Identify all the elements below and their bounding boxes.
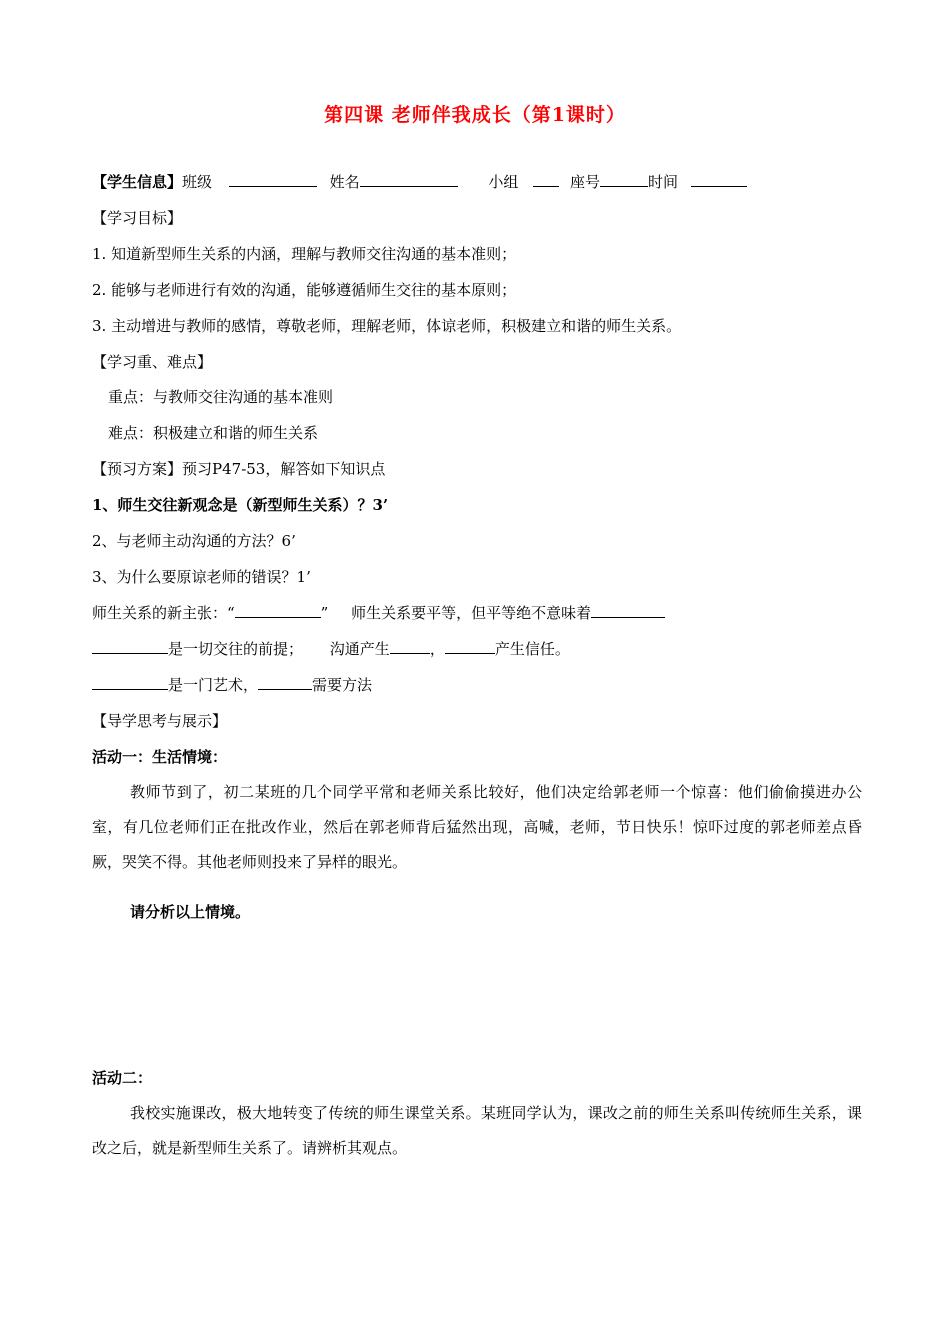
fill2-text-a: 是一切交往的前提； xyxy=(168,640,304,658)
fill-line-1 xyxy=(92,603,665,623)
goals-header: 【学习目标】 xyxy=(92,209,183,227)
seat-label: 座号 xyxy=(569,173,600,191)
preview-line xyxy=(92,459,385,479)
seat-blank[interactable] xyxy=(600,172,648,187)
goal-item: 2. 能够与老师进行有效的沟通，能够遵循师生交往的基本原则； xyxy=(92,281,517,299)
key-points-header: 【学习重、难点】 xyxy=(92,353,213,371)
activity-1-title: 活动一：生活情境： xyxy=(92,748,228,766)
class-blank[interactable] xyxy=(229,172,317,187)
activity-1-task: 请分析以上情境。 xyxy=(130,903,251,921)
activity-1-text: 教师节到了，初二某班的几个同学平常和老师关系比较好，他们决定给郭老师一个惊喜：他们偷偷摸进办公室，有几位老师们正在批改作业，然后在郭老师背后猛然出现，高喊，老师，节日快乐！惊吓过度的郭老师差点昏厥，哭笑不得。其他老师则投来了异样的眼光。 xyxy=(92,783,862,871)
student-info-line xyxy=(92,172,747,192)
fill-line-3 xyxy=(92,675,372,695)
key-point: 重点：与教师交往沟通的基本准则 xyxy=(108,388,334,406)
fill3-text-b: 需要方法 xyxy=(312,676,373,694)
fill1-text-a: 师生关系的新主张：“ xyxy=(92,604,235,622)
preview-question-2: 2、与老师主动沟通的方法？6’ xyxy=(92,532,296,550)
preview-question-3: 3、为什么要原谅老师的错误？1’ xyxy=(92,568,311,586)
goal-item: 3. 主动增进与教师的感情，尊敬老师，理解老师，体谅老师，积极建立和谐的师生关系。 xyxy=(92,317,682,335)
page-title: 第四课 老师伴我成长（第1课时） xyxy=(324,104,626,126)
fill2-blank-c[interactable] xyxy=(445,639,495,654)
fill3-blank-b[interactable] xyxy=(258,675,312,690)
guide-header: 【导学思考与展示】 xyxy=(92,712,228,730)
class-label: 班级 xyxy=(182,173,213,191)
fill2-blank-a[interactable] xyxy=(92,639,168,654)
fill1-blank-b[interactable] xyxy=(591,603,665,618)
group-blank[interactable] xyxy=(533,172,559,187)
preview-question-1: 1、师生交往新观念是（新型师生关系）？3’ xyxy=(92,496,389,514)
fill1-text-c: 师生关系要平等，但平等绝不意味着 xyxy=(351,604,592,622)
fill3-blank-a[interactable] xyxy=(92,675,168,690)
time-label: 时间 xyxy=(647,173,678,191)
fill3-text-a: 是一门艺术， xyxy=(168,676,259,694)
activity-2-text: 我校实施课改，极大地转变了传统的师生课堂关系。某班同学认为，课改之前的师生关系叫传统师生关系，课改之后，就是新型师生关系了。请辨析其观点。 xyxy=(92,1104,862,1157)
preview-label: 【预习方案】 xyxy=(92,460,183,478)
name-blank[interactable] xyxy=(360,172,458,187)
fill2-blank-b[interactable] xyxy=(390,639,430,654)
group-label: 小组 xyxy=(488,173,519,191)
student-info-label: 【学生信息】 xyxy=(92,173,183,191)
activity-2-title: 活动二： xyxy=(92,1069,153,1087)
fill2-text-c: ， xyxy=(429,640,445,658)
fill1-text-b: ” xyxy=(320,604,329,622)
difficult-point: 难点：积极建立和谐的师生关系 xyxy=(108,424,319,442)
fill2-text-d: 产生信任。 xyxy=(494,640,570,658)
preview-text: 预习P47-53，解答如下知识点 xyxy=(182,460,386,478)
fill1-blank-a[interactable] xyxy=(235,603,321,618)
time-blank[interactable] xyxy=(691,172,747,187)
fill-line-2 xyxy=(92,639,570,659)
goal-item: 1. 知道新型师生关系的内涵，理解与教师交往沟通的基本准则； xyxy=(92,245,517,263)
fill2-text-b: 沟通产生 xyxy=(329,640,390,658)
name-label: 姓名 xyxy=(329,173,360,191)
